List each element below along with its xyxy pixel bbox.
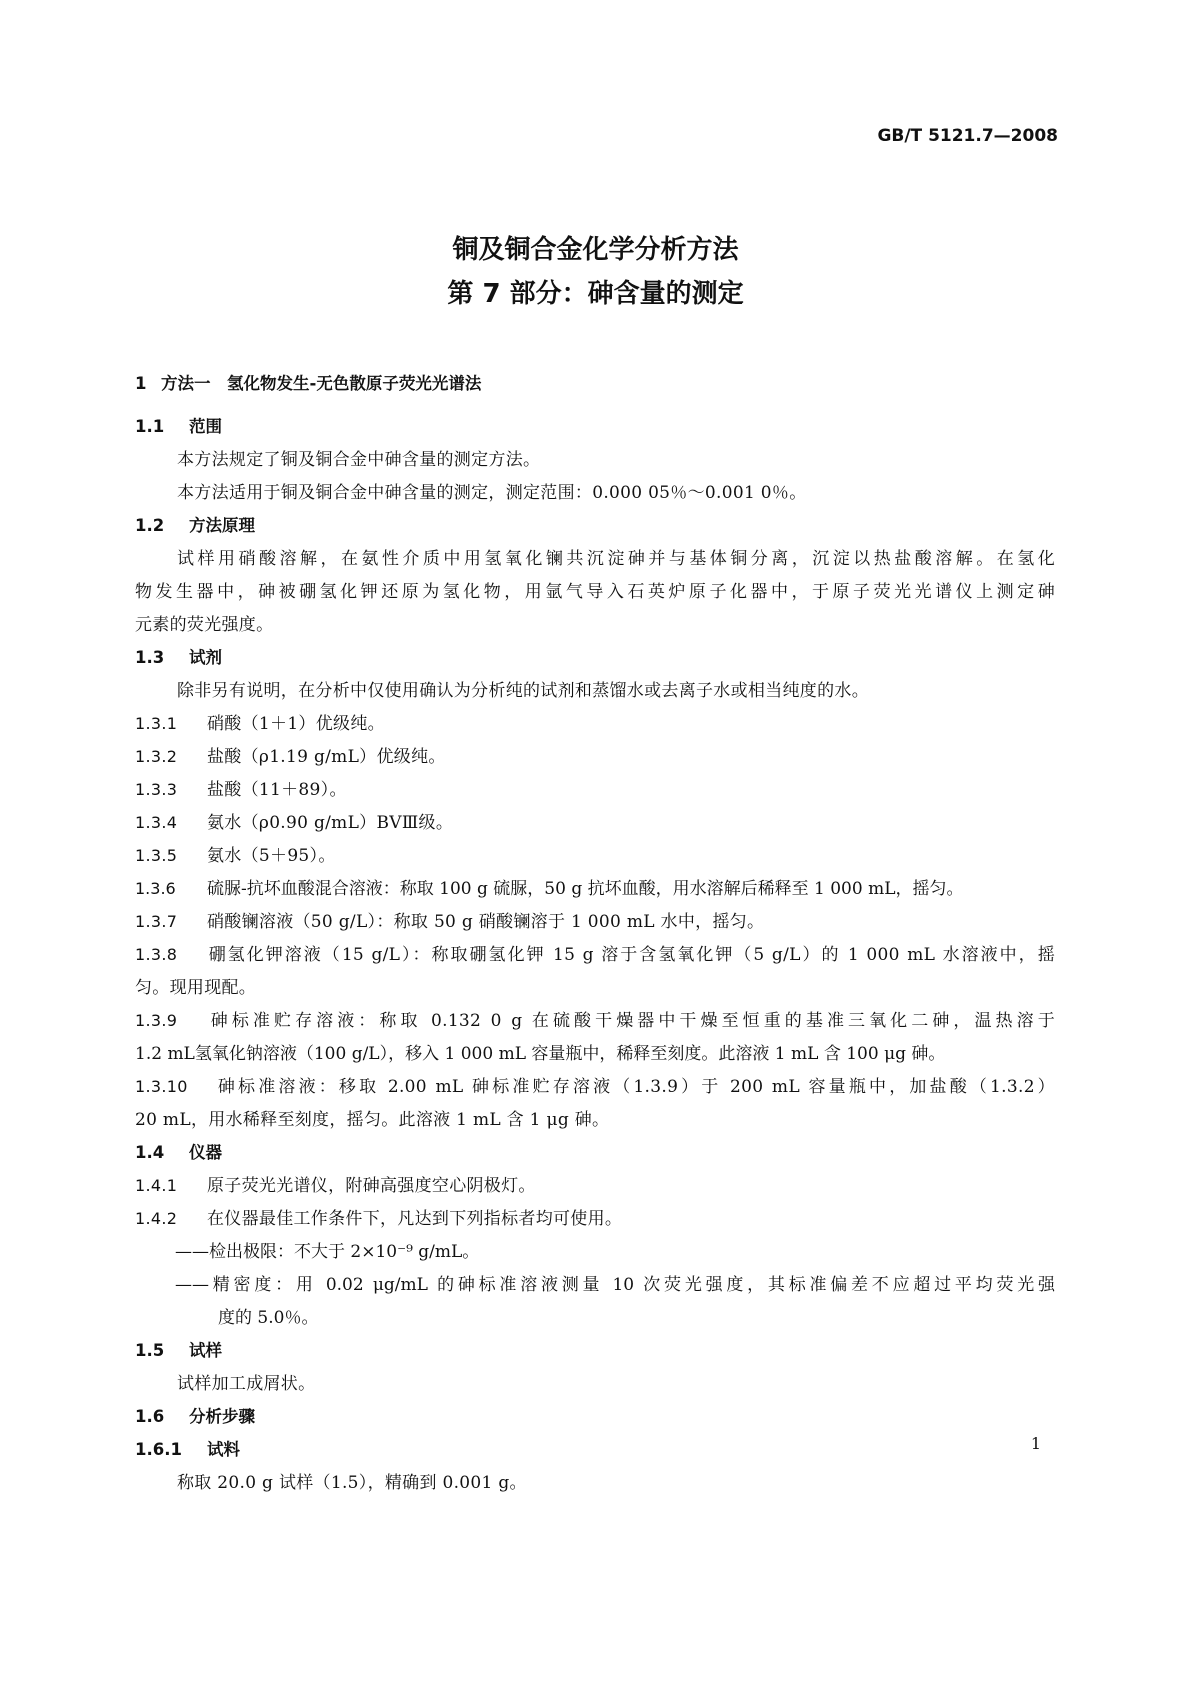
item-number: 1.3.6 [135, 879, 176, 898]
subsection-title: 方法原理 [189, 516, 255, 535]
subsection-heading [135, 1138, 1055, 1171]
document-title [0, 228, 1191, 316]
reagent-item [135, 874, 1055, 907]
item-number: 1.3.7 [135, 912, 178, 931]
subsection-number: 1.5 [135, 1341, 165, 1360]
reagent-item [135, 808, 1055, 841]
section-title: 方法一 氢化物发生-无色散原子荧光光谱法 [161, 374, 482, 393]
subsection-number: 1.1 [135, 417, 165, 436]
subsection-heading [135, 643, 1055, 676]
instrument-item [135, 1171, 1055, 1204]
item-number: 1.3.9 [135, 1011, 178, 1030]
item-text: 硝酸镧溶液（50 g/L）：称取 50 g 硝酸镧溶于 1 000 mL 水中，摇匀。 [207, 912, 765, 932]
item-number: 1.3.3 [135, 780, 178, 799]
item-number: 1.3.2 [135, 747, 178, 766]
paragraph-line: 物发生器中，砷被硼氢化钾还原为氢化物，用氩气导入石英炉原子化器中，于原子荧光光谱仪上测定砷 [135, 582, 1055, 602]
subsubsection-heading [135, 1435, 1055, 1468]
section-heading [135, 372, 1055, 412]
subsection-heading [135, 1336, 1055, 1369]
subsection-title: 试样 [189, 1341, 222, 1360]
item-number: 1.3.1 [135, 714, 178, 733]
item-number: 1.4.2 [135, 1209, 178, 1228]
subsection-heading [135, 412, 1055, 445]
item-text: 原子荧光光谱仪，附砷高强度空心阴极灯。 [207, 1176, 536, 1196]
item-text: 硫脲-抗坏血酸混合溶液：称取 100 g 硫脲，50 g 抗坏血酸，用水溶解后稀释至 1 000 mL，摇匀。 [207, 879, 964, 899]
subsection-number: 1.4 [135, 1143, 165, 1162]
subsection-title: 仪器 [189, 1143, 222, 1162]
paragraph-line: 试样用硝酸溶解，在氨性介质中用氢氧化镧共沉淀砷并与基体铜分离，沉淀以热盐酸溶解。在氢化 [177, 549, 1055, 569]
item-text: 砷标准溶液：移取 2.00 mL 砷标准贮存溶液（1.3.9）于 200 mL 容量瓶中，加盐酸（1.3.2） [215, 1077, 1055, 1097]
subsubsection-number: 1.6.1 [135, 1440, 182, 1459]
item-continuation: 1.2 mL氢氧化钠溶液（100 g/L），移入 1 000 mL 容量瓶中，稀释至刻度。此溶液 1 mL 含 100 μg 砷。 [135, 1044, 946, 1064]
subsection-heading [135, 1402, 1055, 1435]
paragraph-line: 元素的荧光强度。 [135, 615, 274, 635]
paragraph: 除非另有说明，在分析中仅使用确认为分析纯的试剂和蒸馏水或去离子水或相当纯度的水。 [177, 681, 869, 701]
item-number: 1.4.1 [135, 1176, 178, 1195]
subsection-title: 试剂 [189, 648, 222, 667]
subsubsection-title: 试料 [207, 1440, 240, 1459]
subsection-heading [135, 511, 1055, 544]
title-line-1: 铜及铜合金化学分析方法 [452, 235, 739, 265]
dash-item: ——精密度：用 0.02 μg/mL 的砷标准溶液测量 10 次荧光强度，其标准偏差不应超过平均荧光强 [175, 1275, 1055, 1295]
item-continuation: 匀。现用现配。 [135, 978, 257, 998]
paragraph: 试样加工成屑状。 [177, 1374, 316, 1394]
item-text: 氨水（ρ0.90 g/mL）BVⅢ级。 [207, 813, 454, 833]
reagent-item [135, 907, 1055, 940]
document-body [135, 372, 1055, 1501]
item-number: 1.3.5 [135, 846, 178, 865]
reagent-item [135, 841, 1055, 874]
reagent-item [135, 742, 1055, 775]
reagent-item [135, 775, 1055, 808]
instrument-item [135, 1204, 1055, 1237]
subsection-number: 1.2 [135, 516, 165, 535]
paragraph: 本方法适用于铜及铜合金中砷含量的测定，测定范围：0.000 05％～0.001 0％。 [177, 483, 807, 503]
subsection-number: 1.3 [135, 648, 165, 667]
item-number: 1.3.8 [135, 945, 178, 964]
subsection-number: 1.6 [135, 1407, 165, 1426]
subsection-title: 分析步骤 [189, 1407, 255, 1426]
reagent-item [135, 1006, 1055, 1039]
item-text: 盐酸（11＋89）。 [207, 780, 347, 800]
dash-item-continuation: 度的 5.0％。 [218, 1308, 319, 1328]
section-number: 1 [135, 374, 147, 393]
paragraph: 称取 20.0 g 试样（1.5），精确到 0.001 g。 [177, 1473, 527, 1493]
item-number: 1.3.4 [135, 813, 178, 832]
item-text: 氨水（5＋95）。 [207, 846, 336, 866]
item-text: 硼氢化钾溶液（15 g/L）：称取硼氢化钾 15 g 溶于含氢氧化钾（5 g/L）的 1 000 mL 水溶液中，摇 [207, 945, 1055, 965]
item-continuation: 20 mL，用水稀释至刻度，摇匀。此溶液 1 mL 含 1 μg 砷。 [135, 1110, 610, 1130]
reagent-item [135, 709, 1055, 742]
item-text: 在仪器最佳工作条件下，凡达到下列指标者均可使用。 [207, 1209, 623, 1229]
item-number: 1.3.10 [135, 1077, 188, 1096]
title-line-2: 第 7 部分：砷含量的测定 [447, 279, 744, 309]
subsection-title: 范围 [189, 417, 222, 436]
item-text: 硝酸（1＋1）优级纯。 [207, 714, 385, 734]
reagent-item [135, 1072, 1055, 1105]
paragraph: 本方法规定了铜及铜合金中砷含量的测定方法。 [177, 450, 541, 470]
item-text: 盐酸（ρ1.19 g/mL）优级纯。 [207, 747, 446, 767]
page-number: 1 [1030, 1434, 1041, 1453]
dash-item: ——检出极限：不大于 2×10⁻⁹ g/mL。 [175, 1242, 480, 1262]
item-text: 砷标准贮存溶液：称取 0.132 0 g 在硫酸干燥器中干燥至恒重的基准三氧化二砷，温热溶于 [207, 1011, 1055, 1031]
standard-code: GB/T 5121.7—2008 [877, 126, 1058, 146]
reagent-item [135, 940, 1055, 973]
